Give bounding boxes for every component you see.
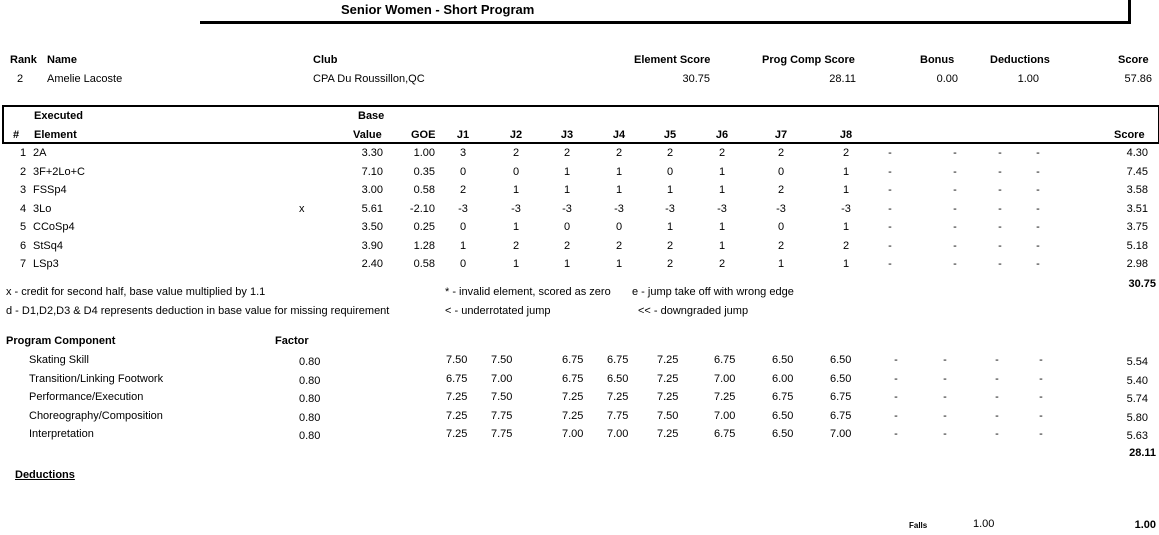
judge-header: J2 bbox=[509, 129, 523, 141]
component-judge-mark: 6.75 bbox=[562, 354, 584, 366]
empty-judge-mark: - bbox=[943, 391, 947, 403]
falls-value: 1.00 bbox=[973, 518, 995, 530]
judge-mark: 1 bbox=[563, 184, 571, 196]
base-value: 5.61 bbox=[361, 203, 383, 215]
goe-header: GOE bbox=[411, 129, 436, 141]
empty-judge-mark: - bbox=[995, 428, 999, 440]
deductions-total: 1.00 bbox=[1134, 519, 1156, 531]
page-title: Senior Women - Short Program bbox=[341, 2, 535, 17]
judge-mark: 1 bbox=[718, 184, 726, 196]
empty-judge-mark: - bbox=[1036, 147, 1040, 159]
base-value: 3.90 bbox=[361, 240, 383, 252]
judge-header: J8 bbox=[839, 129, 853, 141]
empty-judge-mark: - bbox=[894, 391, 898, 403]
empty-judge-mark: - bbox=[998, 221, 1002, 233]
bonus-value: 0.00 bbox=[936, 73, 958, 85]
empty-judge-mark: - bbox=[953, 166, 957, 178]
judge-mark: 2 bbox=[459, 184, 467, 196]
judge-mark: 1 bbox=[615, 184, 623, 196]
element-score-col-header: Score bbox=[1114, 129, 1145, 141]
judge-mark: 0 bbox=[459, 258, 467, 270]
component-judge-mark: 7.50 bbox=[446, 354, 468, 366]
judge-mark: 1 bbox=[563, 258, 571, 270]
legend-edge: e - jump take off with wrong edge bbox=[632, 286, 794, 298]
empty-judge-mark: - bbox=[888, 184, 892, 196]
element-code: StSq4 bbox=[33, 240, 63, 252]
component-judge-mark: 7.25 bbox=[446, 391, 468, 403]
legend-downgraded: << - downgraded jump bbox=[638, 305, 749, 317]
goe-value: -2.10 bbox=[409, 203, 435, 215]
empty-judge-mark: - bbox=[998, 147, 1002, 159]
judge-mark: 2 bbox=[615, 240, 623, 252]
judge-mark: 2 bbox=[718, 147, 726, 159]
component-judge-mark: 7.00 bbox=[714, 373, 736, 385]
judge-header: J4 bbox=[612, 129, 626, 141]
empty-judge-mark: - bbox=[1036, 240, 1040, 252]
empty-judge-mark: - bbox=[953, 147, 957, 159]
element-score: 3.51 bbox=[1126, 203, 1148, 215]
judge-mark: 1 bbox=[512, 221, 520, 233]
component-factor: 0.80 bbox=[299, 430, 321, 442]
total-score-value: 57.86 bbox=[1124, 73, 1152, 85]
component-judge-mark: 7.00 bbox=[607, 428, 629, 440]
empty-judge-mark: - bbox=[943, 354, 947, 366]
component-name: Transition/Linking Footwork bbox=[29, 373, 164, 385]
empty-judge-mark: - bbox=[998, 166, 1002, 178]
empty-judge-mark: - bbox=[888, 258, 892, 270]
deductions-value: 1.00 bbox=[1017, 73, 1039, 85]
empty-judge-mark: - bbox=[943, 410, 947, 422]
component-judge-mark: 6.75 bbox=[446, 373, 468, 385]
component-name: Choreography/Composition bbox=[29, 410, 163, 422]
element-number: 6 bbox=[20, 240, 27, 252]
component-judge-mark: 6.75 bbox=[714, 428, 736, 440]
component-judge-mark: 7.50 bbox=[491, 391, 513, 403]
judge-header: J5 bbox=[663, 129, 677, 141]
judge-mark: 2 bbox=[718, 258, 726, 270]
empty-judge-mark: - bbox=[1039, 391, 1043, 403]
element-score-header: Element Score bbox=[634, 54, 711, 66]
title-frame bbox=[200, 0, 1131, 24]
judge-mark: 1 bbox=[666, 221, 674, 233]
skater-name: Amelie Lacoste bbox=[47, 73, 123, 85]
judge-mark: 1 bbox=[459, 240, 467, 252]
judge-mark: 3 bbox=[459, 147, 467, 159]
judge-mark: 1 bbox=[512, 184, 520, 196]
num-header: # bbox=[13, 129, 20, 141]
judge-mark: 1 bbox=[718, 240, 726, 252]
judge-header: J7 bbox=[774, 129, 788, 141]
judge-mark: -3 bbox=[841, 203, 851, 215]
empty-judge-mark: - bbox=[998, 203, 1002, 215]
judge-mark: 2 bbox=[777, 240, 785, 252]
judge-mark: 2 bbox=[666, 147, 674, 159]
empty-judge-mark: - bbox=[953, 203, 957, 215]
judge-mark: 2 bbox=[512, 240, 520, 252]
base-value: 7.10 bbox=[361, 166, 383, 178]
base-value: 3.30 bbox=[361, 147, 383, 159]
goe-value: 0.35 bbox=[413, 166, 435, 178]
goe-value: 1.00 bbox=[413, 147, 435, 159]
rank-header: Rank bbox=[10, 54, 37, 66]
element-score: 5.18 bbox=[1126, 240, 1148, 252]
component-score: 5.40 bbox=[1126, 375, 1148, 387]
component-judge-mark: 7.25 bbox=[657, 391, 679, 403]
element-number: 1 bbox=[20, 147, 27, 159]
component-judge-mark: 7.25 bbox=[657, 354, 679, 366]
components-total: 28.11 bbox=[1129, 447, 1156, 459]
judge-mark: 0 bbox=[512, 166, 520, 178]
empty-judge-mark: - bbox=[953, 258, 957, 270]
component-judge-mark: 7.25 bbox=[562, 391, 584, 403]
judge-mark: 2 bbox=[666, 258, 674, 270]
component-judge-mark: 7.00 bbox=[714, 410, 736, 422]
club-header: Club bbox=[313, 54, 338, 66]
empty-judge-mark: - bbox=[888, 166, 892, 178]
component-judge-mark: 7.25 bbox=[714, 391, 736, 403]
judge-mark: 1 bbox=[842, 166, 850, 178]
deductions-header: Deductions bbox=[990, 54, 1050, 66]
component-judge-mark: 7.25 bbox=[657, 373, 679, 385]
empty-judge-mark: - bbox=[953, 184, 957, 196]
judge-mark: 2 bbox=[842, 240, 850, 252]
judge-mark: 0 bbox=[459, 166, 467, 178]
component-judge-mark: 6.75 bbox=[830, 410, 852, 422]
judge-mark: -3 bbox=[458, 203, 468, 215]
component-judge-mark: 7.00 bbox=[491, 373, 513, 385]
judge-mark: 2 bbox=[615, 147, 623, 159]
component-judge-mark: 6.50 bbox=[772, 428, 794, 440]
empty-judge-mark: - bbox=[943, 428, 947, 440]
legend-invalid: * - invalid element, scored as zero bbox=[445, 286, 611, 298]
base-value: 2.40 bbox=[361, 258, 383, 270]
judge-mark: 0 bbox=[777, 166, 785, 178]
component-judge-mark: 6.50 bbox=[607, 373, 629, 385]
component-judge-mark: 6.50 bbox=[830, 354, 852, 366]
component-factor: 0.80 bbox=[299, 412, 321, 424]
judge-mark: -3 bbox=[717, 203, 727, 215]
legend-deduction-note: d - D1,D2,D3 & D4 represents deduction in base value for missing requirement bbox=[6, 305, 390, 317]
judge-mark: 2 bbox=[777, 147, 785, 159]
element-code: 2A bbox=[33, 147, 47, 159]
element-score: 4.30 bbox=[1126, 147, 1148, 159]
judge-mark: -3 bbox=[614, 203, 624, 215]
component-factor: 0.80 bbox=[299, 375, 321, 387]
component-judge-mark: 6.75 bbox=[772, 391, 794, 403]
judge-mark: 1 bbox=[512, 258, 520, 270]
base-value: 3.00 bbox=[361, 184, 383, 196]
empty-judge-mark: - bbox=[888, 147, 892, 159]
judge-mark: 1 bbox=[718, 166, 726, 178]
component-name: Performance/Execution bbox=[29, 391, 144, 403]
component-judge-mark: 7.50 bbox=[491, 354, 513, 366]
element-score: 3.75 bbox=[1126, 221, 1148, 233]
judge-mark: -3 bbox=[511, 203, 521, 215]
component-judge-mark: 7.25 bbox=[657, 428, 679, 440]
judge-mark: 0 bbox=[563, 221, 571, 233]
component-judge-mark: 7.25 bbox=[446, 428, 468, 440]
judge-mark: 1 bbox=[666, 184, 674, 196]
prog-comp-score-header: Prog Comp Score bbox=[762, 54, 855, 66]
judge-mark: -3 bbox=[665, 203, 675, 215]
judge-mark: 2 bbox=[842, 147, 850, 159]
judge-header: J6 bbox=[715, 129, 729, 141]
empty-judge-mark: - bbox=[943, 373, 947, 385]
component-judge-mark: 7.00 bbox=[830, 428, 852, 440]
goe-value: 1.28 bbox=[413, 240, 435, 252]
empty-judge-mark: - bbox=[1039, 428, 1043, 440]
base-value: 3.50 bbox=[361, 221, 383, 233]
deductions-section-header: Deductions bbox=[15, 469, 75, 481]
judge-mark: 1 bbox=[842, 184, 850, 196]
judge-mark: 1 bbox=[842, 221, 850, 233]
empty-judge-mark: - bbox=[953, 221, 957, 233]
judge-mark: 2 bbox=[512, 147, 520, 159]
empty-judge-mark: - bbox=[953, 240, 957, 252]
executed-header: Executed bbox=[34, 110, 83, 122]
component-judge-mark: 7.75 bbox=[607, 410, 629, 422]
prog-comp-score-value: 28.11 bbox=[829, 73, 856, 85]
element-score: 2.98 bbox=[1126, 258, 1148, 270]
falls-label: Falls bbox=[909, 521, 928, 530]
goe-value: 0.58 bbox=[413, 258, 435, 270]
element-code: FSSp4 bbox=[33, 184, 67, 196]
empty-judge-mark: - bbox=[995, 354, 999, 366]
rank-value: 2 bbox=[17, 73, 24, 85]
judge-mark: 1 bbox=[615, 166, 623, 178]
club-value: CPA Du Roussillon,QC bbox=[313, 73, 425, 85]
judge-mark: 0 bbox=[615, 221, 623, 233]
factor-header: Factor bbox=[275, 335, 309, 347]
component-judge-mark: 7.25 bbox=[607, 391, 629, 403]
judge-mark: -3 bbox=[776, 203, 786, 215]
program-component-header: Program Component bbox=[6, 335, 116, 347]
element-code: 3F+2Lo+C bbox=[33, 166, 85, 178]
empty-judge-mark: - bbox=[894, 354, 898, 366]
component-name: Skating Skill bbox=[29, 354, 89, 366]
empty-judge-mark: - bbox=[1036, 221, 1040, 233]
empty-judge-mark: - bbox=[888, 221, 892, 233]
element-score-value: 30.75 bbox=[682, 73, 710, 85]
empty-judge-mark: - bbox=[995, 373, 999, 385]
judge-mark: 2 bbox=[777, 184, 785, 196]
judge-header: J3 bbox=[560, 129, 574, 141]
judge-mark: -3 bbox=[562, 203, 572, 215]
judge-mark: 1 bbox=[563, 166, 571, 178]
component-judge-mark: 7.50 bbox=[657, 410, 679, 422]
component-judge-mark: 6.50 bbox=[772, 410, 794, 422]
empty-judge-mark: - bbox=[888, 240, 892, 252]
component-score: 5.74 bbox=[1126, 393, 1148, 405]
component-judge-mark: 7.25 bbox=[562, 410, 584, 422]
legend-underrotated: < - underrotated jump bbox=[445, 305, 551, 317]
element-code: 3Lo bbox=[33, 203, 52, 215]
component-name: Interpretation bbox=[29, 428, 94, 440]
element-code: LSp3 bbox=[33, 258, 59, 270]
second-half-mark: x bbox=[299, 203, 305, 215]
empty-judge-mark: - bbox=[1036, 258, 1040, 270]
component-judge-mark: 7.75 bbox=[491, 410, 513, 422]
judge-mark: 2 bbox=[563, 147, 571, 159]
goe-value: 0.58 bbox=[413, 184, 435, 196]
component-judge-mark: 6.50 bbox=[830, 373, 852, 385]
judge-mark: 2 bbox=[563, 240, 571, 252]
judge-mark: 1 bbox=[777, 258, 785, 270]
component-judge-mark: 6.75 bbox=[607, 354, 629, 366]
judge-mark: 0 bbox=[777, 221, 785, 233]
empty-judge-mark: - bbox=[894, 428, 898, 440]
element-number: 5 bbox=[20, 221, 27, 233]
empty-judge-mark: - bbox=[995, 410, 999, 422]
component-score: 5.63 bbox=[1126, 430, 1148, 442]
empty-judge-mark: - bbox=[1036, 184, 1040, 196]
component-factor: 0.80 bbox=[299, 356, 321, 368]
component-judge-mark: 7.00 bbox=[562, 428, 584, 440]
empty-judge-mark: - bbox=[1036, 166, 1040, 178]
elements-total: 30.75 bbox=[1128, 278, 1156, 290]
judge-mark: 1 bbox=[615, 258, 623, 270]
component-judge-mark: 6.50 bbox=[772, 354, 794, 366]
component-score: 5.54 bbox=[1126, 356, 1148, 368]
empty-judge-mark: - bbox=[995, 391, 999, 403]
score-header: Score bbox=[1118, 54, 1149, 66]
empty-judge-mark: - bbox=[894, 410, 898, 422]
empty-judge-mark: - bbox=[998, 258, 1002, 270]
empty-judge-mark: - bbox=[888, 203, 892, 215]
empty-judge-mark: - bbox=[1039, 410, 1043, 422]
empty-judge-mark: - bbox=[998, 240, 1002, 252]
empty-judge-mark: - bbox=[1039, 354, 1043, 366]
empty-judge-mark: - bbox=[894, 373, 898, 385]
empty-judge-mark: - bbox=[1036, 203, 1040, 215]
judge-mark: 0 bbox=[459, 221, 467, 233]
component-score: 5.80 bbox=[1126, 412, 1148, 424]
empty-judge-mark: - bbox=[998, 184, 1002, 196]
component-judge-mark: 6.75 bbox=[830, 391, 852, 403]
element-number: 2 bbox=[20, 166, 27, 178]
judge-mark: 1 bbox=[842, 258, 850, 270]
element-score: 3.58 bbox=[1126, 184, 1148, 196]
judge-mark: 1 bbox=[718, 221, 726, 233]
element-number: 3 bbox=[20, 184, 27, 196]
goe-value: 0.25 bbox=[413, 221, 435, 233]
name-header: Name bbox=[47, 54, 77, 66]
component-judge-mark: 6.75 bbox=[562, 373, 584, 385]
base-header: Base bbox=[358, 110, 385, 122]
legend-credit: x - credit for second half, base value multiplied by 1.1 bbox=[6, 286, 266, 298]
empty-judge-mark: - bbox=[1039, 373, 1043, 385]
component-judge-mark: 7.25 bbox=[446, 410, 468, 422]
component-judge-mark: 6.75 bbox=[714, 354, 736, 366]
judge-mark: 0 bbox=[666, 166, 674, 178]
element-score: 7.45 bbox=[1126, 166, 1148, 178]
element-number: 4 bbox=[20, 203, 27, 215]
element-code: CCoSp4 bbox=[33, 221, 75, 233]
component-factor: 0.80 bbox=[299, 393, 321, 405]
element-header: Element bbox=[34, 129, 77, 141]
value-header: Value bbox=[353, 129, 382, 141]
bonus-header: Bonus bbox=[920, 54, 955, 66]
component-judge-mark: 6.00 bbox=[772, 373, 794, 385]
component-judge-mark: 7.75 bbox=[491, 428, 513, 440]
element-number: 7 bbox=[20, 258, 27, 270]
judge-mark: 2 bbox=[666, 240, 674, 252]
judge-header: J1 bbox=[456, 129, 470, 141]
